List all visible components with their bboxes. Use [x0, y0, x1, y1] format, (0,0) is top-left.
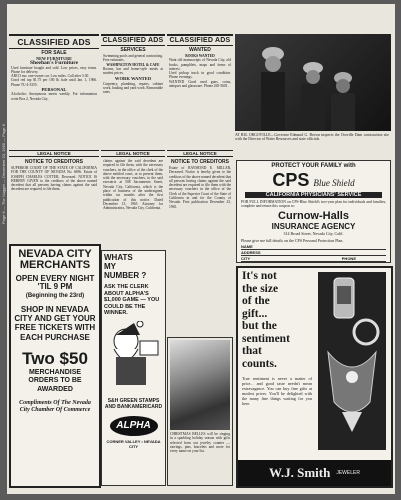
merchants-title-2: MERCHANTS [19, 259, 91, 271]
merchants-date: (Beginning the 23rd) [25, 293, 85, 299]
classified-section: SERVICES [120, 47, 146, 53]
cps-logo-script: Blue Shield [313, 178, 355, 188]
cps-info: FOR FULL INFORMATION on CPS-Blue Shield's two-year plan for individuals and families, complete and return this coupon to: [241, 200, 386, 209]
legal-notice-2 [101, 147, 165, 247]
headline-line: sentiment [242, 332, 290, 345]
headline-line: the size [242, 282, 279, 295]
alpha-footer: CORNER VALLEY • NEVADA CITY [106, 438, 161, 449]
classified-header: CLASSIFIED ADS [101, 34, 165, 46]
legal-header: LEGAL NOTICE [167, 150, 233, 157]
alpha-ad [101, 250, 166, 486]
classified-header: CLASSIFIED ADS [167, 34, 233, 46]
cps-banner: PROTECT YOUR FAMILY with [271, 163, 356, 169]
merchants-prize-text: MERCHANDISE ORDERS TO BE AWARDED [28, 368, 82, 393]
legal-text: SUPERIOR COURT OF THE STATE OF CALIFORNIA FOR THE COUNTY OF NEVADA No. 6696. Estate of JOSEPH CHARLES COTTER, Deceased. NOTICE IS HEREBY GIVEN to the creditors of the above named decedent that all persons having claims against the said decedent are required to file them. [11, 166, 97, 192]
headline-line: but the [242, 320, 277, 332]
jewelry-ad [236, 266, 393, 488]
legal-header: LEGAL NOTICE [101, 150, 165, 157]
merchants-title-1: NEVADA CITY [18, 248, 92, 260]
merchants-ad [9, 244, 101, 488]
news-photo [235, 34, 391, 131]
headline-line: counts. [242, 357, 277, 370]
cps-subtitle: CALIFORNIA PHYSICIANS' SERVICE [245, 192, 382, 198]
cps-address: 314 Broad Street, Nevada City, Calif. [283, 230, 344, 236]
cps-agency-sub: INSURANCE AGENCY [271, 221, 356, 231]
merchants-hours: OPEN EVERY NIGHT 'TIL 9 PM [15, 274, 95, 291]
headline-line: of the [242, 295, 270, 307]
merchants-prize-amount: Two $50 [22, 348, 88, 368]
classified-section: WANTED [189, 47, 211, 53]
cps-coupon-fields [241, 244, 386, 262]
cps-coupon-text: Please give me full details on the CPS Personal Protection Plan. [241, 237, 344, 243]
legal-notice-1 [9, 147, 99, 242]
newspaper-page [1, 4, 395, 494]
watch-ring-drawing [318, 272, 386, 450]
santa-illustration [104, 321, 162, 391]
alpha-number: NUMBER ? [104, 271, 147, 280]
legal-text: Estate of RAYMOND E. MILLER, Deceased. Notice is hereby given to the creditors of the above named decedent that all persons having claims against the said decedent are required to file them with the necessary vouchers in the office of the Clerk of the Superior Court of the State of California in and for the County of Nevada. First publication December 23, 1965. [169, 166, 231, 209]
page-margin-note: Page 6 — The Nugget — December 23, 1965 — Page 6 [1, 124, 6, 224]
cps-field-address[interactable]: ADDRESS [241, 250, 386, 256]
headline-line: that [242, 345, 262, 357]
jewelry-brand-sub: JEWELER [336, 470, 360, 476]
classified-body: NEW FURNITURE Sheehan's Furniture Used furniture bought and sold. Low prices, easy terms. Phone for delivery. ARCO mo. one-owner car. Low miles. Call after 5:30. Good red top $1.75 per 100 lb. bale until Jan. 1, 1966. Phone TU 4-3355. PERSONAL Alcoholics Anonymous meets weekly. For information write Box 2, Nevada City. [11, 56, 97, 101]
legal-header: LEGAL NOTICE [9, 150, 99, 157]
news-photo-caption: AT BIG ORGOVILLE—Governor Edmund G. Brown inspects the Oroville Dam construction site with the Director of Water Resources and state officials. [235, 133, 389, 142]
merchants-footer: Compliments Of The Nevada City Chamber Of Commerce [19, 399, 91, 414]
alpha-my: MY [104, 262, 116, 271]
alpha-game-text: ASK THE CLERK ABOUT ALPHA'S $1,000 GAME — YOU COULD BE THE WINNER. [104, 284, 160, 317]
classified-column-1 [9, 34, 99, 149]
classified-body: BOOKS WANTED Want old manuscripts of Nevada City, old books, pamphlets, maps and items of interest. Used pickup truck in good condition. Phone evenings. WANTED Good used guns, coins, antiques and glassware. Phone 265-5601. [169, 54, 231, 89]
news-photo-figures [235, 34, 391, 131]
jewelry-headline [242, 270, 314, 370]
headline-line: It's not [242, 270, 277, 282]
cps-agency-name: Curnow-Halls [278, 209, 349, 222]
jewelry-body: True sentiment is never a matter of price... and good taste needn't mean extravagance. You can buy fine gifts at modest prices. You'll be delighted with the many fine things waiting for you here. [242, 376, 312, 406]
belles-caption: CHRISTMAS BELLES will be ringing in a sparkling holiday season with gifts selected from our jewelry counter — earrings, pins, bracelets and more for every name on your list. [170, 432, 230, 454]
cps-logo-row [237, 170, 390, 191]
legal-text: claims against the said decedent are required to file them, with the necessary vouchers, in the office of the clerk of the above entitled court, or to present them, with the necessary vouchers, to the said executrix at 508 Sacramento Street, Nevada City, California, which is the place of business of the undersigned, within six months after the first publication of this notice. Dated December 13, 1965. Attorney for Administratrix, Nevada City, California. [103, 159, 163, 211]
jewelry-illustration [318, 272, 386, 450]
legal-title: NOTICE TO CREDITORS [25, 159, 83, 165]
belles-photo [170, 340, 230, 430]
jewelry-brand: W.J. Smith [269, 465, 331, 480]
cps-logo: CPS [272, 170, 310, 190]
alpha-stamps: S&H GREEN STAMPS AND BANKAMERICARD [104, 397, 163, 410]
classified-column-2 [101, 34, 165, 149]
cps-field-name[interactable]: NAME [241, 244, 386, 250]
classified-body: Swimming pools and general contracting. Free estimates. WASHINGTON HOTEL & CAFE Rooms, bar and home-style meals at modest prices. WORK WANTED Carpentry, plumbing, repairs, cabinet work, hauling and yard work. Reasonable rates. [103, 54, 163, 95]
alpha-logo: ALPHA [110, 416, 158, 436]
classified-header: CLASSIFIED ADS [9, 34, 99, 49]
classified-column-3 [167, 34, 233, 149]
cps-field-city[interactable]: CITY [241, 255, 251, 261]
merchants-shop: SHOP IN NEVADA CITY AND GET YOUR FREE TICKETS WITH EACH PURCHASE [14, 305, 96, 342]
cps-field-phone[interactable]: PHONE [341, 255, 356, 261]
jewelry-brand-bar [238, 460, 391, 486]
alpha-whats: WHATS [104, 253, 133, 262]
headline-line: gift... [242, 307, 268, 320]
legal-title: NOTICE TO CREDITORS [171, 159, 229, 165]
classified-section: FOR SALE [41, 50, 67, 56]
cps-blue-shield-ad [236, 160, 391, 263]
cps-field-city-row [241, 256, 386, 262]
legal-notice-3 [167, 147, 233, 337]
belles-photo-box [167, 337, 233, 486]
